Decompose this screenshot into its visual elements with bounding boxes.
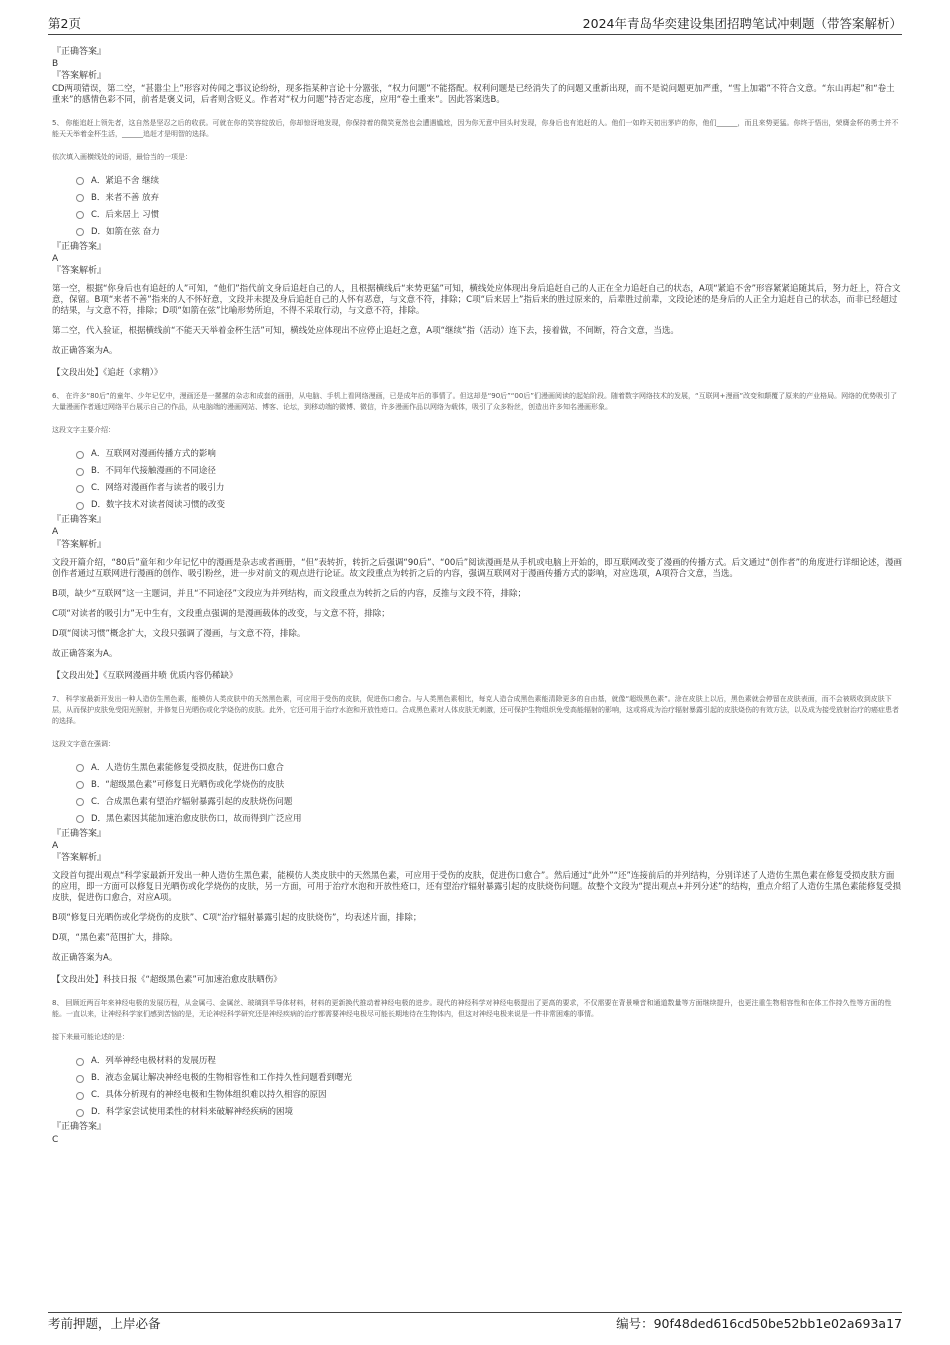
passage-source: 【文段出处】《追赶（求精）》: [52, 368, 163, 379]
option-c[interactable]: C．后来居上 习惯: [76, 207, 902, 224]
correct-answer-value: A: [52, 841, 59, 852]
radio-icon[interactable]: [76, 1075, 84, 1083]
option-d[interactable]: D．数字技术对读者阅读习惯的改变: [76, 497, 902, 514]
radio-icon[interactable]: [76, 781, 84, 789]
radio-icon[interactable]: [76, 485, 84, 493]
radio-icon[interactable]: [76, 228, 84, 236]
correct-answer-value: A: [52, 527, 59, 538]
correct-answer-value: B: [52, 59, 59, 70]
question-8: [52, 998, 902, 1145]
question-prompt: 这段文字意在强调：: [52, 739, 115, 748]
correct-answer-value: A: [52, 253, 59, 264]
answer-analysis-label: 『答案解析』: [52, 539, 107, 550]
analysis-paragraph: C项“对读者的吸引力”无中生有，文段重点强调的是漫画载体的改变，与文意不符，排除；: [52, 608, 390, 619]
footer-motto: 考前押题，上岸必备: [48, 1316, 161, 1331]
analysis-paragraph: 故正确答案为A。: [52, 346, 118, 357]
document-title: 2024年青岛华奕建设集团招聘笔试冲刺题（带答案解析）: [582, 16, 902, 31]
option-a[interactable]: A．紧追不舍 继续: [76, 173, 902, 190]
correct-answer-label: 『正确答案』: [52, 828, 107, 839]
radio-icon[interactable]: [76, 798, 84, 806]
question-body: 在许多“80后”的童年、少年记忆中，漫画还是一摞摞的杂志和成套的画册，从电脑、手机上看网络漫画，已是成年后的事情了。但这却是“90后”“00后”们漫画阅读的起始阶段。随着数字网络技术的发展，“互联网+漫画”改变和颠覆了原来的产业格局。网络的优势吸引了大量漫画作者通过网络平台展示自己的作品，从电脑端的漫画网站、博客、论坛，到移动端的微博、微信，许多漫画作品以网络为载体，吸引了众多粉丝，创造出许多知名漫画形象。: [52, 392, 898, 412]
option-c[interactable]: C．合成黑色素有望治疗辐射暴露引起的皮肤烧伤问题: [76, 794, 902, 811]
answer-analysis-label: 『答案解析』: [52, 266, 107, 277]
radio-icon[interactable]: [76, 1058, 84, 1066]
answer-analysis-label: 『答案解析』: [52, 853, 107, 864]
page-content: [52, 46, 902, 1146]
option-c[interactable]: C．网络对漫画作者与读者的吸引力: [76, 480, 902, 497]
option-d[interactable]: D．科学家尝试使用柔性的材料来破解神经疾病的困境: [76, 1104, 902, 1121]
question-number: 6、: [52, 392, 64, 401]
options-list: [52, 446, 902, 514]
question-text: [52, 694, 902, 727]
question-number: 8、: [52, 999, 64, 1008]
question-text: [52, 118, 902, 140]
option-a[interactable]: A．人造仿生黑色素能修复受损皮肤，促进伤口愈合: [76, 760, 902, 777]
option-b[interactable]: B．“超级黑色素”可修复日光晒伤或化学烧伤的皮肤: [76, 777, 902, 794]
page-header: [48, 14, 902, 35]
analysis-paragraph: 故正确答案为A。: [52, 648, 118, 659]
radio-icon[interactable]: [76, 468, 84, 476]
analysis-paragraph: 文段首句提出观点“科学家最新开发出一种人造仿生黑色素，能模仿人类皮肤中的天然黑色素，可应用于受伤的皮肤，促进伤口愈合”。然后通过“此外”“还”连接前后的并列结构，分别详述了人造仿生黑色素在修复受损皮肤方面的应用，即一方面可以修复日光晒伤或化学烧伤的皮肤，另一方面，可用于治疗水泡和开放性疮口，还有望治疗辐射暴露引起的皮肤烧伤问题。故整个文段为“提出观点+并列分述”的结构，重点介绍了人造仿生黑色素能修复受损皮肤，促进伤口愈合，对应A项。: [52, 871, 901, 904]
answer-analysis-text: CD两项错误，第二空，“甚嚣尘上”形容对传闻之事议论纷纷，现多指某种言论十分嚣张，“权力问题”不能搭配。权利问题是已经消失了的问题又重新出现，而不是说问题更加严重，“雪上加霜”不符合文意。“东山再起”和“卷土重来”的感情色彩不同，前者是褒义词，后者则含贬义。作者对“权力问题”持否定态度，应用“卷土重来”。因此答案选B。: [52, 83, 895, 105]
answer-analysis-label: 『答案解析』: [52, 71, 107, 82]
radio-icon[interactable]: [76, 177, 84, 185]
page-footer: [48, 1312, 902, 1335]
correct-answer-label: 『正确答案』: [52, 1122, 107, 1133]
passage-source: 【文段出处】《互联网漫画井喷 优质内容仍稀缺》: [52, 670, 238, 681]
passage-source: 【文段出处】科技日报《“超级黑色素”可加速治愈皮肤晒伤》: [52, 975, 282, 986]
question-7: [52, 694, 902, 987]
option-b[interactable]: B．来者不善 放弃: [76, 190, 902, 207]
correct-answer-label: 『正确答案』: [52, 47, 107, 57]
question-prompt: 接下来最可能论述的是：: [52, 1033, 129, 1042]
analysis-paragraph: B项，缺少“互联网”这一主题词，并且“不同途径”文段应为并列结构，而文段重点为转折之后的内容，反推与文段不符，排除；: [52, 588, 526, 599]
question-prompt: 这段文字主要介绍：: [52, 426, 115, 435]
analysis-paragraph: D项“阅读习惯”概念扩大，文段只强调了漫画，与文意不符，排除。: [52, 628, 306, 639]
page-number: 第2页: [48, 16, 81, 31]
question-prompt: 依次填入画横线处的词语，最恰当的一项是：: [52, 152, 192, 161]
option-d[interactable]: D．黑色素因其能加速治愈皮肤伤口，故而得到广泛应用: [76, 811, 902, 828]
question-body: 科学家最新开发出一种人造仿生黑色素，能模仿人类皮肤中的天然黑色素，可应用于受伤的皮肤，促进伤口愈合。与人类黑色素相比，每克人造合成黑色素能清除更多的自由基，就像“超级黑色素”。涂在皮肤上以后，黑色素就会停留在皮肤表面，而不会被吸收到皮肤下层，从而保护皮肤免受阳光照射，并修复日光晒伤或化学烧伤的皮肤。此外，它还可用于治疗水泡和开放性疮口。合成黑色素对人体皮肤无刺激，还可保护生物组织免受高能辐射的影响，这或将成为治疗辐射暴露引起的皮肤烧伤的有效方法，以及成为接受放射治疗的癌症患者的选择。: [52, 694, 899, 725]
analysis-paragraph: 第二空，代入验证，根据横线前“不能天天举着金杯生活”可知，横线处应体现出不应停止追赶之意，A项“继续”指（活动）连下去，接着做，不间断，符合文意，当选。: [52, 326, 679, 337]
radio-icon[interactable]: [76, 502, 84, 510]
question-number: 7、: [52, 694, 64, 703]
radio-icon[interactable]: [76, 764, 84, 772]
option-b[interactable]: B．液态金属让解决神经电极的生物相容性和工作持久性问题看到曙光: [76, 1070, 902, 1087]
options-list: [52, 173, 902, 241]
analysis-paragraph: B项“修复日光晒伤或化学烧伤的皮肤”、C项“治疗辐射暴露引起的皮肤烧伤”，均表述片面，排除；: [52, 913, 422, 924]
question-body: 你能追赶上领先者，这自然是坚忍之后的收获。可就在你的笑容绽放后，你却惊讶地发现，你保持着的微笑竟然也会遭遇尴尬，因为你无意中回头时发现，你身后也有追赶的人。他们一如昨天初出茅庐的你，他们______，而且来势更猛。你终于悟出，荣膺金杯的勇士并不能天天举着金杯生活，______追赶才是明智的选择。: [52, 118, 899, 138]
analysis-paragraph: 第一空，根据“你身后也有追赶的人”可知，“他们”指代前文身后追赶自己的人，且根据横线后“来势更猛”可知，横线处应体现出身后追赶自己的人正在全力追赶自己的状态，A项“紧追不舍”形容紧紧追随其后，努力赶上，符合文意，保留。B项“来者不善”指来的人不怀好意，文段并未提及身后追赶自己的人怀有恶意，与文意不符，排除；C项“后来居上”指后来的胜过原来的，后辈胜过前辈，文段论述的是身后的人正全力追赶自己的状态，而非已经超过的结果，与文意不符，排除；D项“如箭在弦”比喻形势所迫，不得不采取行动，与文意不符，排除。: [52, 284, 901, 317]
option-a[interactable]: A．互联网对漫画传播方式的影响: [76, 446, 902, 463]
option-d[interactable]: D．如箭在弦 奋力: [76, 224, 902, 241]
option-c[interactable]: C．具体分析现有的神经电极和生物体组织难以持久相容的原因: [76, 1087, 902, 1104]
question-number: 5、: [52, 118, 64, 127]
analysis-paragraph: D项，“黑色素”范围扩大，排除。: [52, 933, 178, 944]
question-body: 回顾近两百年来神经电极的发展历程，从金属弓、金属丝、玻璃到半导体材料，材料的更新换代推动着神经电极的进步。现代的神经科学对神经电极提出了更高的要求，不仅需要在背景噪音和通道数量等方面继续提升，也更注重生物相容性和在体工作持久性等方面的性能。一直以来，让神经科学家们感到苦恼的是，无论神经科学研究还是神经疾病的治疗都需要神经电极尽可能长期地待在生物体内，但这对神经电极来说是一件非常困难的事情。: [52, 999, 892, 1019]
analysis-paragraph: 文段开篇介绍，“80后”童年和少年记忆中的漫画是杂志或者画册，“但”表转折，转折之后强调“90后”、“00后”阅读漫画是从手机或电脑上开始的，即互联网改变了漫画的传播方式。后文通过“创作者”的角度进行详细论述，漫画创作者通过互联网进行漫画的创作、吸引粉丝，进一步对前文的观点进行论证。故文段重点为转折之后的内容，强调互联网对于漫画传播方式的影响，对应选项，A项符合文意，当选。: [52, 557, 902, 579]
correct-answer-label: 『正确答案』: [52, 515, 107, 526]
question-text: [52, 998, 902, 1020]
options-list: [52, 760, 902, 828]
analysis-paragraph: 故正确答案为A。: [52, 953, 118, 964]
question-6: [52, 391, 902, 682]
question-5: [52, 118, 902, 380]
radio-icon[interactable]: [76, 194, 84, 202]
option-a[interactable]: A．列举神经电极材料的发展历程: [76, 1053, 902, 1070]
options-list: [52, 1053, 902, 1121]
radio-icon[interactable]: [76, 1092, 84, 1100]
radio-icon[interactable]: [76, 815, 84, 823]
option-b[interactable]: B．不同年代接触漫画的不同途径: [76, 463, 902, 480]
question-4-tail: [52, 46, 902, 106]
question-text: [52, 391, 902, 413]
radio-icon[interactable]: [76, 451, 84, 459]
correct-answer-value: C: [52, 1134, 59, 1145]
radio-icon[interactable]: [76, 211, 84, 219]
document-code: 编号：90f48ded616cd50be52bb1e02a693a17: [616, 1316, 902, 1331]
correct-answer-label: 『正确答案』: [52, 241, 107, 252]
radio-icon[interactable]: [76, 1109, 84, 1117]
